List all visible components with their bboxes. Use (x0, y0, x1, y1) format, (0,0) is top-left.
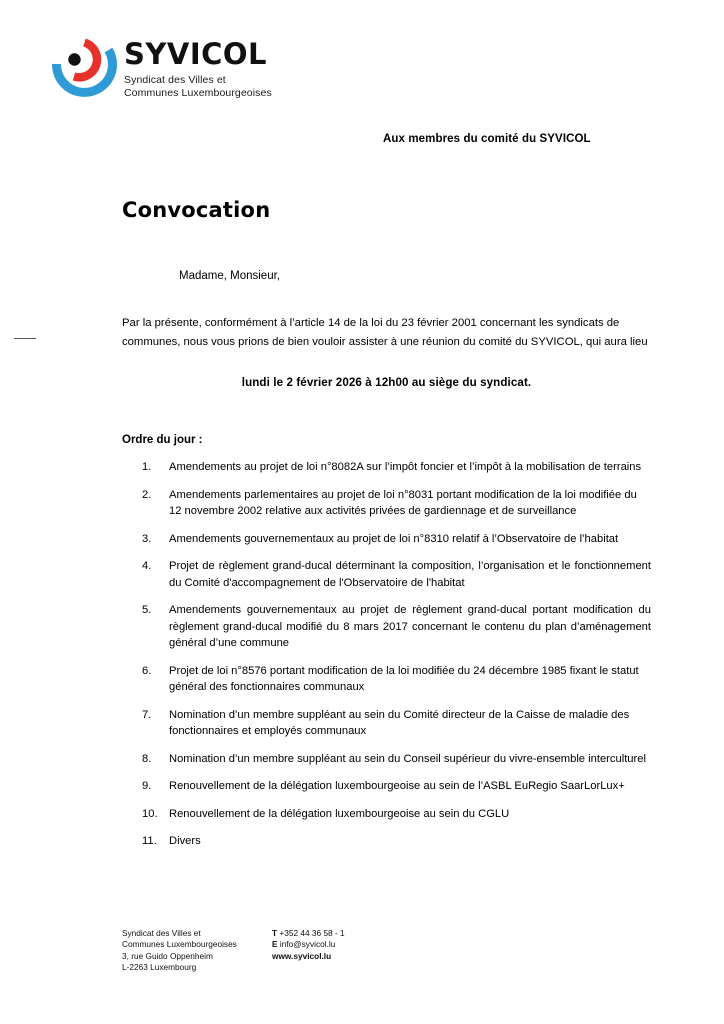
footer-address-line-2: Communes Luxembourgeoises (122, 939, 237, 950)
addressee-line: Aux membres du comité du SYVICOL (383, 133, 591, 145)
agenda-item: Nomination d’un membre suppléant au sein du Comité directeur de la Caisse de maladie des fonctionnaires et employés communaux (169, 708, 630, 737)
agenda-item: Amendements gouvernementaux au projet de règlement grand-ducal portant modification du règlement grand-ducal modifié du 8 mars 2017 concernant le contenu du plan d’aménagement général d’une commune (169, 604, 651, 649)
agenda-heading: Ordre du jour : (122, 434, 203, 446)
letter-body (122, 268, 651, 861)
agenda-item: Amendements au projet de loi n°8082A sur l’impôt foncier et l’impôt à la mobilisation de terrains (169, 461, 642, 473)
agenda-item: Amendements parlementaires au projet de loi n°8031 portant modification de la loi modifiée du 12 novembre 2002 relative aux activités privées de gardiennage et de surveillance (169, 488, 637, 517)
fold-mark (14, 338, 36, 339)
logo-subtitle-line-1: Syndicat des Villes et (124, 74, 226, 86)
logo-subtitle (124, 74, 272, 100)
agenda-item: Projet de règlement grand-ducal déterminant la composition, l’organisation et le fonctionnement du Comité d'accompagnement de l'Observatoire de l'habitat (169, 560, 651, 589)
salutation: Madame, Monsieur, (179, 270, 280, 282)
footer-phone-value: +352 44 36 58 - 1 (277, 928, 345, 938)
footer-email-value: info@syvicol.lu (277, 939, 336, 950)
footer-website[interactable]: www.syvicol.lu (272, 950, 332, 961)
footer-address-line-3: 3, rue Guido Oppenheim (122, 950, 213, 961)
agenda-item: Renouvellement de la délégation luxembourgeoise au sein du CGLU (169, 807, 510, 820)
page-title: Convocation (122, 198, 271, 222)
agenda-item: Renouvellement de la délégation luxembourgeoise au sein de l’ASBL EuRegio SaarLorLux+ (169, 780, 625, 792)
footer-email-key: E (272, 939, 278, 950)
footer-address-line-4: L-2263 Luxembourg (122, 962, 197, 973)
logo-wordmark: SYVICOL (124, 37, 268, 71)
footer-email (272, 939, 472, 950)
footer-phone-key: T (272, 928, 278, 938)
agenda-item: Nomination d’un membre suppléant au sein du Conseil supérieur du vivre-ensemble interculturel (169, 752, 646, 765)
letterhead (48, 36, 272, 104)
agenda-item: Amendements gouvernementaux au projet de loi n°8310 relatif à l’Observatoire de l’habitat (169, 532, 619, 545)
footer-contact-column (272, 928, 472, 974)
footer-address-line-1: Syndicat des Villes et (122, 928, 201, 938)
logo-text-block (124, 36, 272, 100)
syvicol-circular-logo-icon (48, 36, 120, 104)
intro-paragraph: Par la présente, conformément à l’article 14 de la loi du 23 février 2001 concernant les syndicats de communes, nous vous prions de bien vouloir assister à une réunion du comité du SYVICOL, qui aura lieu (122, 317, 648, 348)
agenda-item: Divers (169, 835, 201, 847)
agenda-item: Projet de loi n°8576 portant modification de la loi modifiée du 24 décembre 1985 fixant le statut général des fonctionnaires communaux (169, 664, 639, 693)
logo-subtitle-line-2: Communes Luxembourgeoises (124, 87, 272, 99)
page-footer (122, 928, 472, 974)
meeting-datetime: lundi le 2 février 2026 à 12h00 au siège du syndicat. (241, 376, 532, 389)
agenda-list (122, 459, 651, 850)
footer-address-column (122, 928, 272, 974)
footer-phone (272, 928, 472, 939)
